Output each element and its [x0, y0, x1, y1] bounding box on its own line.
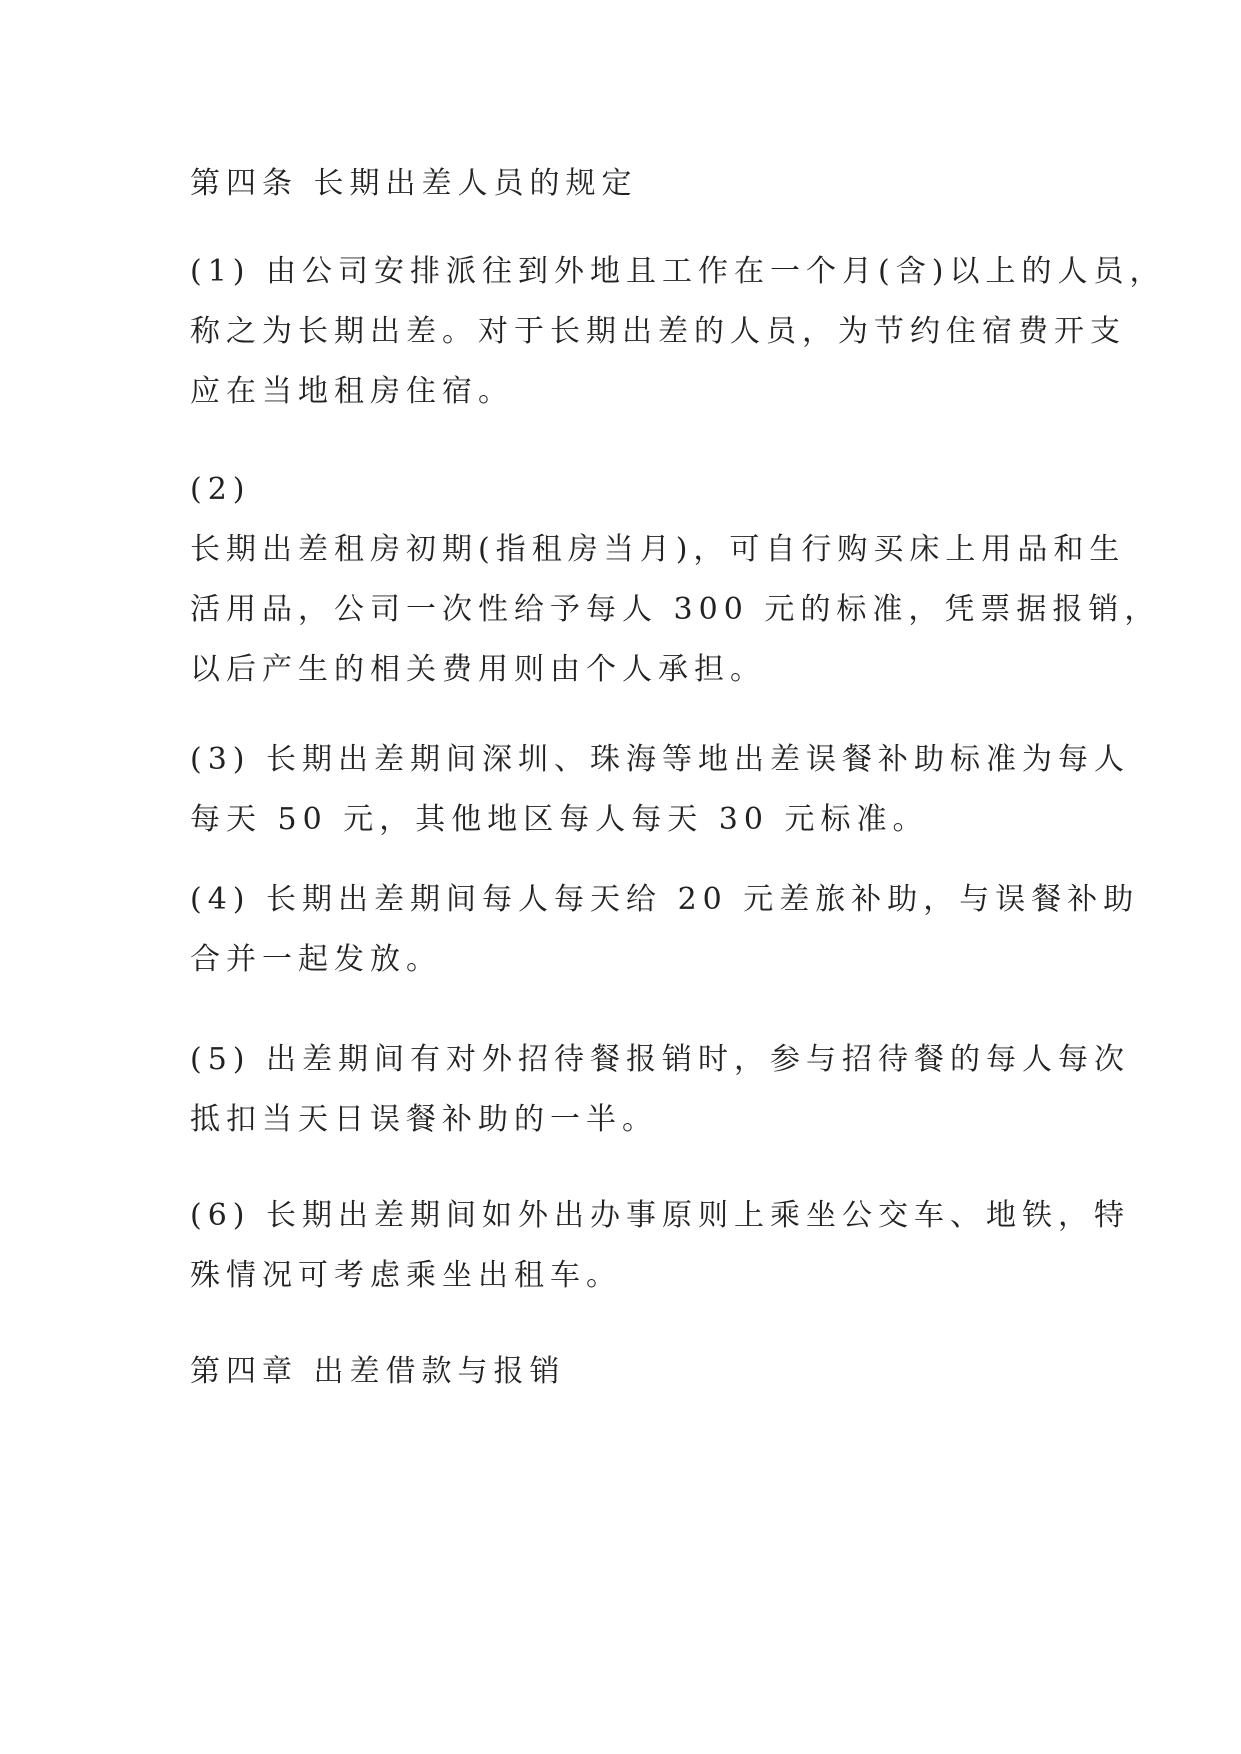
paragraph-line: 以后产生的相关费用则由个人承担。	[190, 652, 766, 687]
chapter-heading-text: 第四章 出差借款与报销	[190, 1354, 566, 1389]
item-2-paragraph	[190, 460, 1161, 700]
item-1-paragraph	[190, 242, 1166, 422]
paragraph-line: 合并一起发放。	[190, 942, 442, 977]
item-4-paragraph	[190, 870, 1140, 990]
paragraph-line: 活用品，公司一次性给予每人 300 元的标准，凭票据报销，	[190, 592, 1161, 627]
item-3-paragraph	[190, 730, 1131, 850]
paragraph-line: 长期出差租房初期(指租房当月)，可自行购买床上用品和生	[190, 532, 1126, 567]
article-heading-text: 第四条 长期出差人员的规定	[190, 166, 638, 201]
paragraph-line: 抵扣当天日误餐补助的一半。	[190, 1102, 658, 1137]
paragraph-line: (2)	[190, 472, 251, 507]
paragraph-line: 每天 50 元，其他地区每人每天 30 元标准。	[190, 802, 929, 837]
item-6-paragraph	[190, 1186, 1131, 1306]
chapter-heading	[190, 1342, 1090, 1402]
paragraph-line: (1) 由公司安排派往到外地且工作在一个月(含)以上的人员，	[190, 254, 1166, 289]
paragraph-line: (3) 长期出差期间深圳、珠海等地出差误餐补助标准为每人	[190, 742, 1131, 777]
article-heading	[190, 154, 1090, 214]
paragraph-line: 称之为长期出差。对于长期出差的人员，为节约住宿费开支	[190, 314, 1126, 349]
paragraph-line: (4) 长期出差期间每人每天给 20 元差旅补助，与误餐补助	[190, 882, 1140, 917]
item-5-paragraph	[190, 1030, 1131, 1150]
paragraph-line: (6) 长期出差期间如外出办事原则上乘坐公交车、地铁，特	[190, 1198, 1131, 1233]
paragraph-line: (5) 出差期间有对外招待餐报销时，参与招待餐的每人每次	[190, 1042, 1131, 1077]
paragraph-line: 应在当地租房住宿。	[190, 374, 514, 409]
paragraph-line: 殊情况可考虑乘坐出租车。	[190, 1258, 622, 1293]
